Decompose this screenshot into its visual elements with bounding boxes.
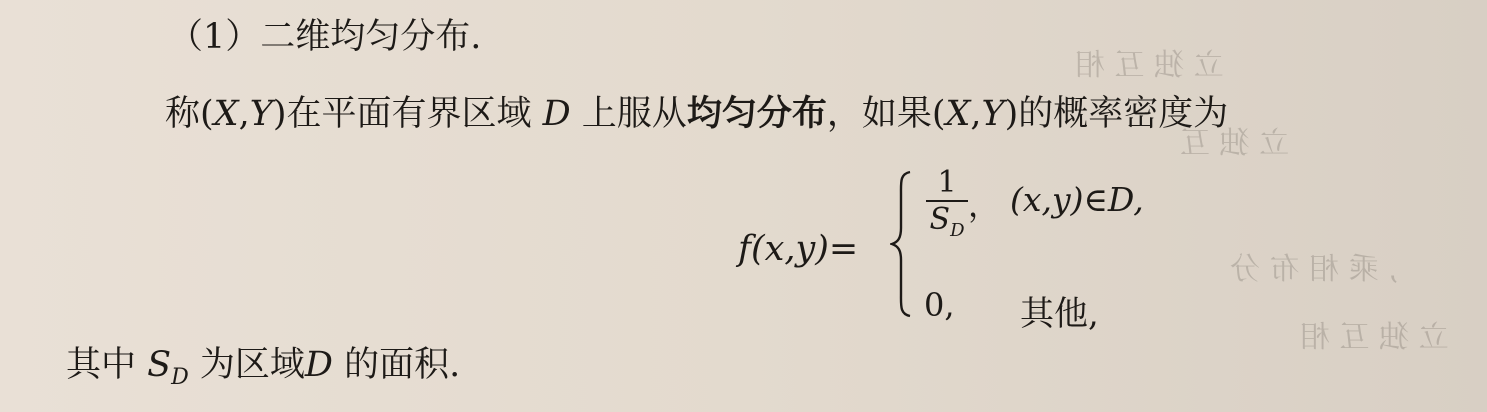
bleed-through-text: 立 独 互 相 <box>1300 320 1449 355</box>
bleed-through-text: 立 独 互 <box>1180 126 1290 161</box>
left-brace <box>890 170 914 318</box>
formula-lhs: f(x,y)= <box>738 229 859 269</box>
density-formula <box>738 162 1258 334</box>
area-note: 其中 $S_D$ 为区域D 的面积. <box>66 345 461 390</box>
fraction-denominator: $S_D$ <box>929 202 965 241</box>
bleed-through-text: , 乘 相 布 分 <box>1230 252 1398 287</box>
fraction-numerator: 1 <box>937 165 957 200</box>
section-heading: （1）二维均匀分布. <box>168 17 482 57</box>
bleed-through-text: 立 独 互 相 <box>1075 48 1224 83</box>
case1-separator: ， <box>968 186 1001 224</box>
definition-paragraph: 称(X,Y)在平面有界区域 D 上服从均匀分布，如果(X,Y)的概率密度为 <box>165 93 1229 134</box>
case2-condition: 其他, <box>1020 294 1099 334</box>
case1-condition: (x,y)∈D, <box>1010 180 1144 219</box>
bold-term: 均匀分布 <box>686 93 827 134</box>
case2-value: 0, <box>924 286 955 324</box>
fraction <box>926 165 968 241</box>
